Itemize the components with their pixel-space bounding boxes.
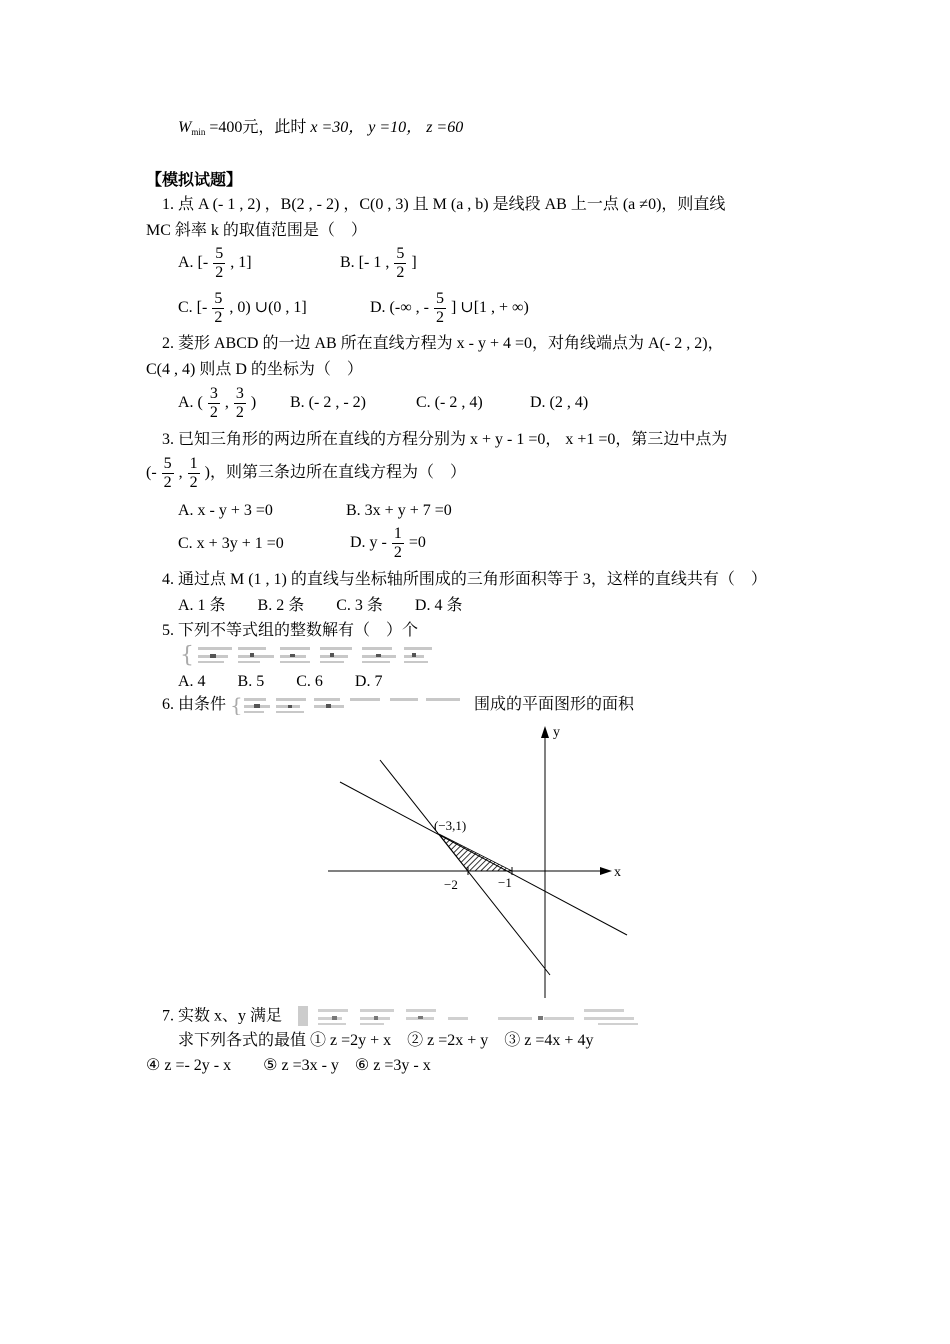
q6-graph xyxy=(320,720,640,1005)
graph-x-label: x xyxy=(614,865,621,880)
q2-option-b: B. (- 2 , - 2) xyxy=(290,394,366,411)
q7-prefix: 7. 实数 x、y 满足 xyxy=(162,1007,283,1025)
graph-tick-label-minus1: −1 xyxy=(498,875,512,890)
q5-inequality-system-image xyxy=(180,644,440,666)
q5-blurred-formula xyxy=(180,644,440,666)
q3-d-tail: =0 xyxy=(408,534,426,551)
q1-d-tail: ] ∪[1 , + ∞) xyxy=(450,299,529,316)
q2-a-fraction1: $\frac{3}{2}$ xyxy=(209,384,218,421)
q6-suffix: 围成的平面图形的面积 xyxy=(474,696,635,713)
q1-c-tail: , 0) ∪(0 , 1] xyxy=(229,299,307,316)
q1-a-fraction: $\frac{5}{2}$ xyxy=(215,244,224,281)
graph-tick-label-minus2: −2 xyxy=(444,877,458,892)
svg-text:{: { xyxy=(180,644,194,666)
q3-d-fraction: $\frac{1}{2}$ xyxy=(393,524,402,561)
w-value: =400元，此时 xyxy=(209,119,307,136)
q2-option-a xyxy=(178,384,256,422)
q1-option-a xyxy=(178,244,252,282)
q2-a-tail: ) xyxy=(250,394,257,411)
shaded-triangle xyxy=(439,834,512,871)
y-value: y =10， xyxy=(368,119,423,136)
graph-point-label: (−3,1) xyxy=(434,818,467,833)
q3-l2-prefix: (- xyxy=(146,464,157,481)
q3-option-b: B. 3x + y + 7 =0 xyxy=(346,502,452,519)
q1-option-c xyxy=(178,289,307,327)
q1-b-prefix: B. [- 1 , xyxy=(340,254,390,271)
q2-a-prefix: A. ( xyxy=(178,394,203,411)
q1-line1: 1. 点 A (- 1 , 2) ，B(2 , - 2) ，C(0 , 3) 且 M (a , b) 是线段 AB 上一点 (a ≠0)，则直线 xyxy=(162,196,726,213)
q7-condition-image xyxy=(298,1006,648,1028)
q3-option-a: A. x - y + 3 =0 xyxy=(178,502,273,519)
graph-y-label: y xyxy=(553,725,560,740)
q1-line2: MC 斜率 k 的取值范围是（ ） xyxy=(146,222,367,239)
q7-line2: 求下列各式的最值 ① z =2y + x ② z =2x + y ③ z =4x + 4y xyxy=(178,1032,594,1049)
q1-b-fraction: $\frac{5}{2}$ xyxy=(396,244,405,281)
q2-option-c: C. (- 2 , 4) xyxy=(416,394,483,411)
q1-a-prefix: A. [- xyxy=(178,254,209,271)
q6-graph-svg xyxy=(320,720,640,1005)
q6-condition-image xyxy=(230,695,470,715)
q3-option-c: C. x + 3y + 1 =0 xyxy=(178,535,284,552)
q2-option-d: D. (2 , 4) xyxy=(530,394,589,411)
q3-line2 xyxy=(146,454,466,492)
q2-a-comma: , xyxy=(224,394,229,411)
z-value: z =60 xyxy=(426,119,464,136)
q7-blurred-formula xyxy=(298,1006,648,1028)
q7-line1 xyxy=(162,1006,648,1028)
q3-l2-tail: )，则第三条边所在直线方程为（ ） xyxy=(204,464,466,481)
w-symbol: W xyxy=(178,119,192,136)
q5-options: A. 4 B. 5 C. 6 D. 7 xyxy=(178,673,383,690)
x-value: x =30， xyxy=(310,119,365,136)
q1-c-prefix: C. [- xyxy=(178,299,208,316)
q2-line2: C(4 , 4) 则点 D 的坐标为（ ） xyxy=(146,361,363,378)
q1-option-d xyxy=(370,289,529,327)
q3-option-d xyxy=(350,524,426,562)
q3-l2-comma: , xyxy=(178,464,183,481)
q1-d-prefix: D. (-∞ , - xyxy=(370,299,429,316)
q1-d-fraction: $\frac{5}{2}$ xyxy=(435,289,444,326)
q6-line1 xyxy=(162,695,634,715)
q4-line1: 4. 通过点 M (1 , 1) 的直线与坐标轴所围成的三角形面积等于 3，这样的直线共有（ ） xyxy=(162,571,767,588)
q1-a-tail: , 1] xyxy=(230,254,252,271)
q3-l2-fraction2: $\frac{1}{2}$ xyxy=(189,454,198,491)
q1-option-b xyxy=(340,244,417,282)
w-subscript: min xyxy=(191,127,206,137)
q3-d-prefix: D. y - xyxy=(350,534,387,551)
section-title: 【模拟试题】 xyxy=(146,170,243,189)
q4-options: A. 1 条 B. 2 条 C. 3 条 D. 4 条 xyxy=(178,597,463,614)
y-axis-arrow xyxy=(541,726,549,738)
q1-b-tail: ] xyxy=(411,254,417,271)
q2-line1: 2. 菱形 ABCD 的一边 AB 所在直线方程为 x - y + 4 =0，对角线端点为 A(- 2 , 2)， xyxy=(162,335,724,352)
svg-text:{: { xyxy=(230,695,243,716)
q5-line1: 5. 下列不等式组的整数解有（ ）个 xyxy=(162,622,419,639)
q7-line3: ④ z =- 2y - x ⑤ z =3x - y ⑥ z =3y - x xyxy=(146,1057,431,1074)
q3-l2-fraction1: $\frac{5}{2}$ xyxy=(163,454,172,491)
q6-blurred-formula xyxy=(230,695,470,715)
x-axis-arrow xyxy=(600,867,612,875)
q1-c-fraction: $\frac{5}{2}$ xyxy=(214,289,223,326)
q2-a-fraction2: $\frac{3}{2}$ xyxy=(235,384,244,421)
q3-line1: 3. 已知三角形的两边所在直线的方程分别为 x + y - 1 =0， x +1 =0，第三边中点为 xyxy=(162,431,728,448)
top-result-line xyxy=(178,118,463,142)
q6-prefix: 6. 由条件 xyxy=(162,696,227,713)
